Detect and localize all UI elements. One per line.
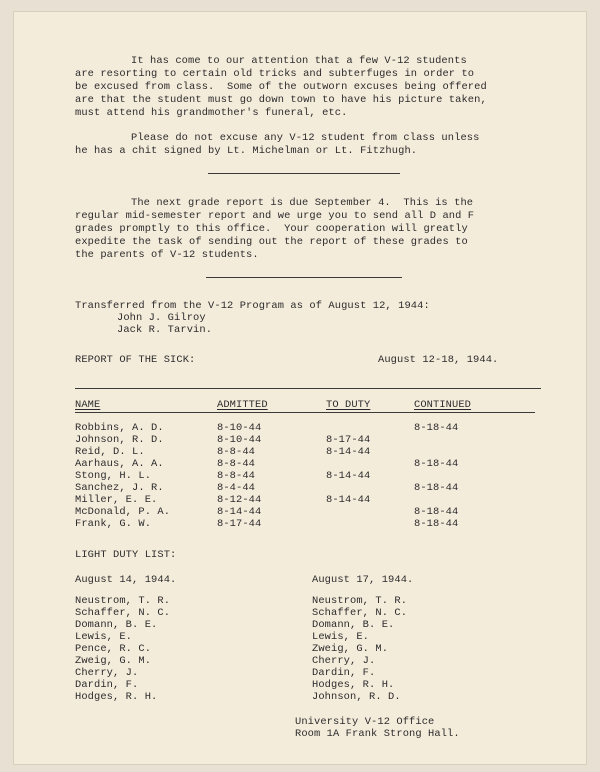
- table-row-name: McDonald, P. A.: [75, 506, 171, 518]
- table-row-admitted: 8-10-44: [217, 422, 262, 434]
- table-top-rule: [75, 388, 541, 389]
- table-row-name: Stong, H. L.: [75, 470, 152, 482]
- paragraph-3-line-2: regular mid-semester report and we urge you to send all D and F: [75, 210, 475, 222]
- sick-report-date: August 12-18, 1944.: [378, 354, 499, 366]
- list-item: Zweig, G. M.: [312, 643, 389, 655]
- sick-report-heading: REPORT OF THE SICK:: [75, 354, 196, 366]
- table-row-name: Johnson, R. D.: [75, 434, 164, 446]
- divider-1: [208, 173, 400, 174]
- list-item: Domann, B. E.: [75, 619, 158, 631]
- table-row-continued: 8-18-44: [414, 482, 459, 494]
- paragraph-3-line-4: expedite the task of sending out the report of these grades to: [75, 236, 468, 248]
- table-row-to-duty: 8-14-44: [326, 494, 371, 506]
- list-item: Schaffer, N. C.: [312, 607, 408, 619]
- list-item: Dardin, F.: [312, 667, 376, 679]
- list-item: Lewis, E.: [312, 631, 370, 643]
- paragraph-3-line-5: the parents of V-12 students.: [75, 249, 259, 261]
- paragraph-1-line-2: are resorting to certain old tricks and subterfuges in order to: [75, 68, 475, 80]
- table-row-name: Reid, D. L.: [75, 446, 145, 458]
- transferred-heading: Transferred from the V-12 Program as of August 12, 1944:: [75, 300, 430, 312]
- list-item: Cherry, J.: [75, 667, 139, 679]
- list-item: Cherry, J.: [312, 655, 376, 667]
- table-row-admitted: 8-8-44: [217, 458, 256, 470]
- light-duty-right-date: August 17, 1944.: [312, 574, 414, 586]
- paragraph-3-line-3: grades promptly to this office. Your cooperation will greatly: [75, 223, 468, 235]
- list-item: Pence, R. C.: [75, 643, 152, 655]
- paragraph-1-line-4: are that the student must go down town to have his picture taken,: [75, 94, 487, 106]
- paragraph-2-line-2: he has a chit signed by Lt. Michelman or Lt. Fitzhugh.: [75, 145, 418, 157]
- paragraph-3-line-1: The next grade report is due September 4. This is the: [131, 197, 474, 209]
- table-row-admitted: 8-8-44: [217, 446, 256, 458]
- signature-line-1: University V-12 Office: [295, 716, 435, 728]
- header-underline: [75, 412, 535, 413]
- list-item: Zweig, G. M.: [75, 655, 152, 667]
- table-row-to-duty: 8-17-44: [326, 434, 371, 446]
- table-row-name: Sanchez, J. R.: [75, 482, 164, 494]
- paragraph-2-line-1: Please do not excuse any V-12 student from class unless: [131, 132, 480, 144]
- paragraph-1-line-3: be excused from class. Some of the outworn excuses being offered: [75, 81, 487, 93]
- table-row-name: Frank, G. W.: [75, 518, 152, 530]
- table-row-admitted: 8-8-44: [217, 470, 256, 482]
- table-row-admitted: 8-10-44: [217, 434, 262, 446]
- column-header-to-duty: TO DUTY: [326, 399, 371, 411]
- list-item: Schaffer, N. C.: [75, 607, 171, 619]
- table-row-to-duty: 8-14-44: [326, 446, 371, 458]
- list-item: Johnson, R. D.: [312, 691, 401, 703]
- column-header-name: NAME: [75, 399, 101, 411]
- light-duty-heading: LIGHT DUTY LIST:: [75, 549, 177, 561]
- list-item: Domann, B. E.: [312, 619, 395, 631]
- table-row-admitted: 8-12-44: [217, 494, 262, 506]
- table-row-admitted: 8-4-44: [217, 482, 256, 494]
- column-header-continued: CONTINUED: [414, 399, 472, 411]
- table-row-to-duty: 8-14-44: [326, 470, 371, 482]
- list-item: Hodges, R. H.: [75, 691, 158, 703]
- document-page: [14, 12, 586, 764]
- transferred-name: John J. Gilroy: [117, 312, 206, 324]
- list-item: Neustrom, T. R.: [312, 595, 408, 607]
- table-row-name: Miller, E. E.: [75, 494, 158, 506]
- list-item: Dardin, F.: [75, 679, 139, 691]
- table-row-continued: 8-18-44: [414, 458, 459, 470]
- paragraph-1-line-5: must attend his grandmother's funeral, etc.: [75, 107, 348, 119]
- list-item: Lewis, E.: [75, 631, 133, 643]
- paragraph-1-line-1: It has come to our attention that a few V-12 students: [131, 55, 467, 67]
- table-row-name: Aarhaus, A. A.: [75, 458, 164, 470]
- table-row-continued: 8-18-44: [414, 518, 459, 530]
- list-item: Neustrom, T. R.: [75, 595, 171, 607]
- signature-line-2: Room 1A Frank Strong Hall.: [295, 728, 460, 740]
- table-row-admitted: 8-17-44: [217, 518, 262, 530]
- table-row-name: Robbins, A. D.: [75, 422, 164, 434]
- table-row-continued: 8-18-44: [414, 422, 459, 434]
- light-duty-left-date: August 14, 1944.: [75, 574, 177, 586]
- transferred-name: Jack R. Tarvin.: [117, 324, 213, 336]
- table-row-continued: 8-18-44: [414, 506, 459, 518]
- table-row-admitted: 8-14-44: [217, 506, 262, 518]
- column-header-admitted: ADMITTED: [217, 399, 268, 411]
- list-item: Hodges, R. H.: [312, 679, 395, 691]
- divider-2: [206, 277, 402, 278]
